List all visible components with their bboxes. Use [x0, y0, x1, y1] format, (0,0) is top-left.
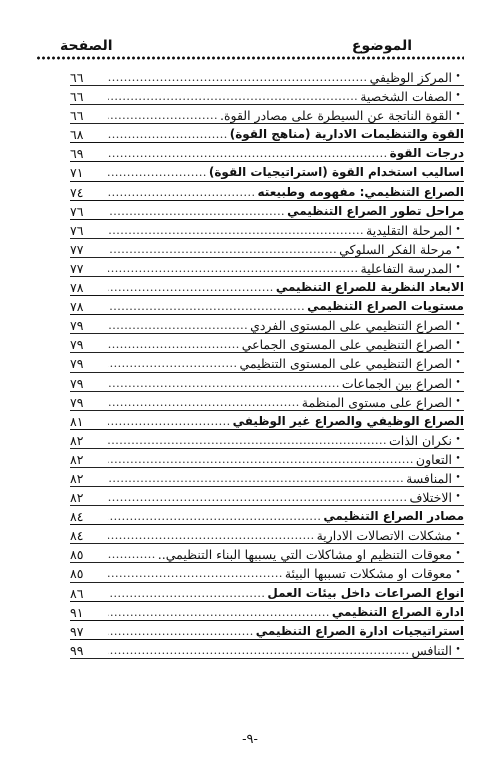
row-rule	[70, 123, 464, 124]
toc-subitem-row	[70, 87, 464, 106]
toc-entry-title: الصفات الشخصية	[360, 89, 452, 105]
toc-entry-page: ٧٨	[70, 280, 84, 296]
toc-list	[70, 68, 464, 660]
toc-subitem-row	[70, 316, 464, 335]
toc-subitem-row	[70, 641, 464, 660]
toc-entry-title: الابعاد النظرية للصراع التنظيمي	[275, 280, 464, 295]
bullet-icon: •	[455, 320, 461, 331]
toc-entry-page: ٧٦	[70, 203, 84, 219]
bullet-icon: •	[455, 549, 461, 560]
toc-subitem-row	[70, 431, 464, 450]
toc-entry-title: مشكلات الاتصالات الادارية	[316, 528, 452, 544]
toc-section-row	[70, 603, 464, 622]
toc-entry-page: ٨١	[70, 413, 84, 429]
bullet-icon: •	[455, 262, 461, 273]
toc-entry-page: ٧٩	[70, 356, 84, 372]
toc-entry-page: ٦٩	[70, 146, 84, 162]
bullet-icon: •	[455, 224, 461, 235]
row-rule	[70, 295, 464, 296]
toc-entry-page: ٦٨	[70, 127, 84, 143]
toc-entry-title: معوقات او مشكلات تسببها البيئة	[284, 566, 452, 582]
toc-section-row	[70, 125, 464, 144]
bullet-icon: •	[455, 377, 461, 388]
toc-entry-title: معوقات التنظيم او مشاكلات التي يسببها البناء التنظيمي..	[157, 547, 452, 563]
toc-subitem-row	[70, 68, 464, 87]
toc-entry-page: ٧٧	[70, 241, 84, 257]
topic-column-header: الموضوع	[351, 38, 412, 54]
toc-entry-title: الصراع بين الجماعات	[341, 375, 452, 391]
toc-section-row	[70, 202, 464, 221]
toc-section-row	[70, 412, 464, 431]
row-rule	[70, 181, 464, 182]
toc-subitem-row	[70, 526, 464, 545]
toc-section-row	[70, 297, 464, 316]
toc-section-row	[70, 278, 464, 297]
toc-entry-page: ٨٢	[70, 451, 84, 467]
toc-entry-title: الصراع التنظيمي على المستوى التنظيمي	[239, 356, 452, 372]
toc-section-row	[70, 584, 464, 603]
toc-entry-page: ٩٧	[70, 623, 84, 639]
bullet-icon: •	[455, 396, 461, 407]
toc-entry-page: ٨٢	[70, 490, 84, 506]
bullet-icon: •	[455, 472, 461, 483]
toc-entry-title: القوة والتنظيمات الادارية (مناهج القوة)	[229, 127, 464, 142]
toc-entry-page: ٧٧	[70, 260, 84, 276]
row-rule	[70, 142, 464, 143]
toc-entry-title: نكران الذات	[389, 432, 452, 448]
toc-entry-title: مستويات الصراع التنظيمي	[307, 299, 464, 314]
toc-entry-page: ٦٦	[70, 70, 84, 85]
toc-entry-title: المنافسة	[406, 470, 452, 486]
toc-subitem-row	[70, 106, 464, 125]
toc-section-row	[70, 163, 464, 182]
bullet-icon: •	[455, 568, 461, 579]
toc-header	[40, 30, 460, 54]
row-rule	[70, 104, 464, 105]
row-rule	[70, 601, 464, 602]
row-rule	[70, 219, 464, 220]
toc-entry-title: اساليب استخدام القوة (استراتيجيات القوة)	[208, 165, 464, 180]
toc-subitem-row	[70, 545, 464, 564]
toc-entry-page: ٧٩	[70, 375, 84, 391]
toc-entry-page: ٧٩	[70, 318, 84, 334]
bullet-icon: •	[455, 358, 461, 369]
toc-subitem-row	[70, 374, 464, 393]
bullet-icon: •	[455, 434, 461, 445]
toc-subitem-row	[70, 354, 464, 373]
toc-entry-page: ٧٩	[70, 337, 84, 353]
toc-entry-title: الصراع التنظيمي: مفهومه وطبيعته	[257, 184, 464, 199]
bullet-icon: •	[455, 453, 461, 464]
toc-entry-title: الصراع التنظيمي على المستوى الجماعي	[241, 337, 452, 353]
toc-subitem-row	[70, 469, 464, 488]
bullet-icon: •	[455, 644, 461, 655]
toc-entry-page: ٧٤	[70, 184, 84, 200]
toc-entry-title: انواع الصراعات داخل بيئات العمل	[267, 585, 464, 600]
bullet-icon: •	[455, 91, 461, 102]
toc-entry-title: القوة الناتجة عن السيطرة على مصادر القوة.	[220, 108, 452, 124]
toc-entry-page: ٨٢	[70, 432, 84, 448]
toc-section-row	[70, 507, 464, 526]
row-rule	[70, 410, 464, 411]
toc-entry-page: ٨٥	[70, 566, 84, 582]
bullet-icon: •	[455, 530, 461, 541]
toc-entry-page: ٧٩	[70, 394, 84, 410]
toc-subitem-row	[70, 564, 464, 583]
toc-entry-page: ٨٤	[70, 528, 84, 544]
toc-entry-page: ٧١	[70, 165, 84, 181]
page-footer-number: -٩-	[242, 732, 258, 747]
row-rule	[70, 200, 464, 201]
row-rule	[70, 85, 464, 86]
toc-entry-title: الصراع على مستوى المنظمة	[301, 394, 452, 410]
row-rule	[70, 429, 464, 430]
toc-entry-title: المرحلة التقليدية	[366, 222, 452, 238]
toc-entry-title: المركز الوظيفي	[369, 70, 452, 85]
bullet-icon: •	[455, 339, 461, 350]
row-rule	[70, 543, 464, 544]
toc-entry-page: ٨٤	[70, 509, 84, 525]
row-rule	[70, 524, 464, 525]
row-rule	[70, 658, 464, 659]
toc-entry-title: المدرسة التفاعلية	[360, 260, 452, 276]
toc-subitem-row	[70, 221, 464, 240]
toc-section-row	[70, 183, 464, 202]
toc-entry-title: الصراع التنظيمي على المستوى الفردي	[250, 318, 452, 334]
toc-entry-page: ٧٨	[70, 299, 84, 315]
row-rule	[70, 314, 464, 315]
row-rule	[70, 391, 464, 392]
toc-entry-page: ٩١	[70, 604, 84, 620]
toc-entry-page: ٨٦	[70, 585, 84, 601]
toc-entry-title: درجات القوة	[389, 146, 464, 161]
row-rule	[70, 257, 464, 258]
row-rule	[70, 276, 464, 277]
row-rule	[70, 333, 464, 334]
toc-subitem-row	[70, 450, 464, 469]
row-rule	[70, 238, 464, 239]
toc-entry-page: ٨٢	[70, 470, 84, 486]
toc-entry-title: ادارة الصراع التنظيمي	[331, 604, 464, 619]
toc-entry-title: مراحل تطور الصراع التنظيمي	[287, 203, 464, 218]
toc-subitem-row	[70, 240, 464, 259]
toc-entry-title: مصادر الصراع التنظيمي	[323, 509, 464, 524]
row-rule	[70, 505, 464, 506]
bullet-icon: •	[455, 110, 461, 121]
toc-subitem-row	[70, 393, 464, 412]
toc-entry-title: الاختلاف	[409, 490, 452, 506]
toc-entry-page: ٧٦	[70, 222, 84, 238]
row-rule	[70, 352, 464, 353]
row-rule	[70, 372, 464, 373]
toc-entry-page: ٩٩	[70, 642, 84, 658]
toc-entry-title: التعاون	[415, 451, 452, 467]
row-rule	[70, 562, 464, 563]
row-rule	[70, 161, 464, 162]
toc-section-row	[70, 622, 464, 641]
row-rule	[70, 486, 464, 487]
toc-entry-page: ٦٦	[70, 108, 84, 124]
row-rule	[70, 620, 464, 621]
bullet-icon: •	[455, 492, 461, 503]
toc-section-row	[70, 144, 464, 163]
row-rule	[70, 467, 464, 468]
bullet-icon: •	[455, 72, 461, 82]
toc-entry-title: استراتيجيات ادارة الصراع التنظيمي	[255, 623, 464, 638]
toc-entry-page: ٦٦	[70, 89, 84, 105]
toc-subitem-row	[70, 488, 464, 507]
toc-subitem-row	[70, 335, 464, 354]
toc-entry-page: ٨٥	[70, 547, 84, 563]
row-rule	[70, 639, 464, 640]
dotted-divider	[36, 55, 464, 61]
toc-entry-title: مرحلة الفكر السلوكي	[339, 241, 452, 257]
toc-entry-title: التنافس	[411, 642, 452, 658]
toc-entry-title: الصراع الوظيفي والصراع غير الوظيفي	[232, 413, 464, 428]
toc-subitem-row	[70, 259, 464, 278]
page-column-header: الصفحة	[60, 38, 113, 54]
bullet-icon: •	[455, 243, 461, 254]
row-rule	[70, 448, 464, 449]
row-rule	[70, 582, 464, 583]
